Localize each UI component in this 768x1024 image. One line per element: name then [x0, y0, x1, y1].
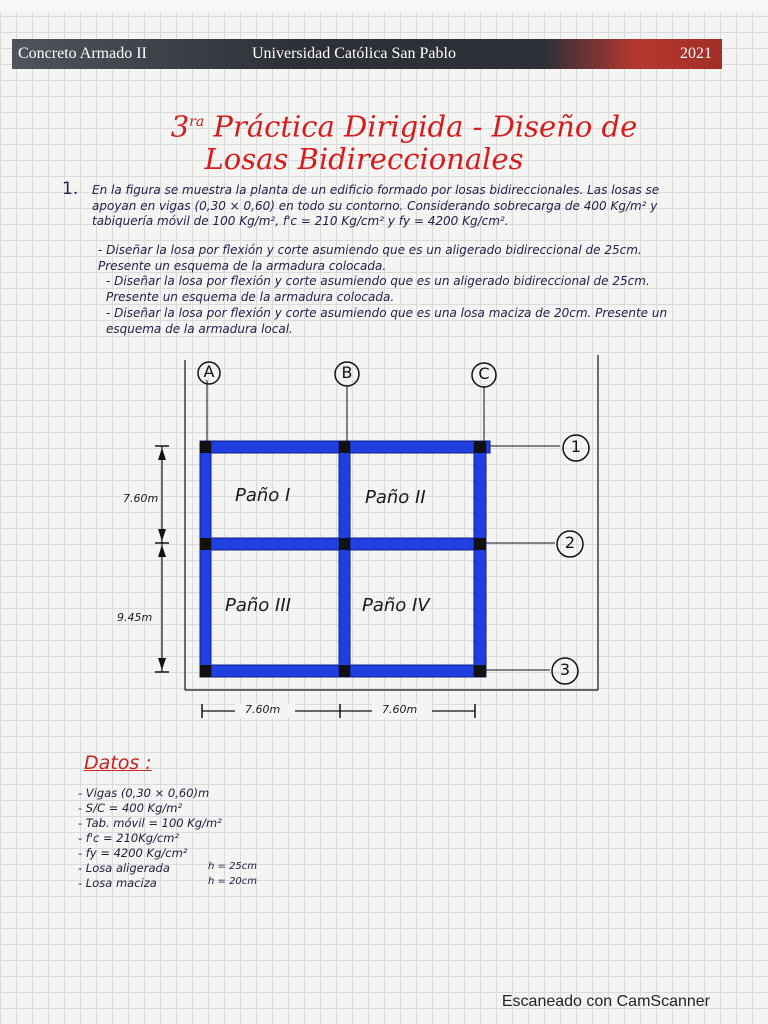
datos-row	[78, 861, 328, 876]
header-band	[12, 39, 722, 69]
page-title-line2: Losas Bidireccionales	[204, 142, 524, 176]
bullet-1: - Diseñar la losa por flexión y corte asumiendo que es un aligerado bidireccional de 25cm. Presente un esquema de la armadura colocada.	[98, 243, 642, 273]
datos-row	[78, 831, 328, 846]
axis-label-a: A	[203, 362, 215, 381]
problem-number: 1.	[62, 179, 79, 199]
column	[339, 538, 350, 550]
dim-arrow	[158, 529, 166, 541]
column	[200, 665, 211, 677]
column	[474, 665, 486, 677]
column	[339, 441, 350, 453]
beam-a	[200, 441, 211, 677]
column	[200, 538, 211, 550]
dim-arrow	[158, 448, 166, 460]
problem-statement: En la figura se muestra la planta de un edificio formado por losas bidireccionales. Las losas se apoyan en vigas (0,30 × 0,60) en todo su contorno. Considerando sobrecarga de 400 Kg/m² y tabiquería móvil de 100 Kg/m², f'c = 210 Kg/cm² y fy = 4200 Kg/cm².	[92, 183, 660, 228]
datos-key: - Losa maciza	[78, 876, 157, 890]
datos-key: - Tab. móvil = 100 Kg/m²	[78, 816, 222, 830]
datos-row	[78, 816, 328, 831]
title-sup: ra	[189, 114, 205, 130]
dim-label-v2: 9.45m	[117, 611, 153, 624]
dim-label-v1: 7.60m	[123, 492, 159, 505]
beam-b	[339, 441, 350, 677]
course-name: Concreto Armado II	[18, 45, 147, 62]
column	[474, 538, 486, 550]
dim-label-h2: 7.60m	[382, 703, 418, 716]
datos-row	[78, 876, 328, 891]
datos-value: h = 25cm	[208, 861, 258, 872]
dim-label-h1: 7.60m	[245, 703, 281, 716]
datos-row	[78, 801, 328, 816]
column	[339, 665, 350, 677]
panel-label-3: Paño III	[225, 595, 291, 616]
axis-label-1: 1	[570, 437, 582, 456]
datos-key: - Vigas (0,30 × 0,60)m	[78, 786, 210, 800]
datos-list	[78, 786, 328, 891]
university-name: Universidad Católica San Pablo	[252, 45, 456, 62]
panel-label-1: Paño I	[235, 485, 291, 506]
datos-key: - f'c = 210Kg/cm²	[78, 831, 180, 845]
title-number: 3	[170, 109, 190, 144]
panel-label-4: Paño IV	[362, 595, 430, 616]
datos-row	[78, 846, 328, 861]
top-strip	[0, 0, 768, 12]
axis-label-3: 3	[559, 660, 571, 679]
year: 2021	[680, 45, 712, 62]
page-title-line1	[20, 104, 768, 145]
floor-plan	[117, 350, 610, 730]
bullet-2: - Diseñar la losa por flexión y corte asumiendo que es un aligerado bidireccional de 25cm. Presente un esquema de la armadura colocada.	[106, 274, 650, 304]
axis-label-b: B	[341, 363, 353, 382]
scanner-footer: Escaneado con CamScanner	[501, 993, 710, 1010]
dim-arrow	[158, 658, 166, 670]
datos-key: - S/C = 400 Kg/m²	[78, 801, 183, 815]
title-rest: Práctica Dirigida - Diseño de	[204, 109, 638, 144]
dim-arrow	[158, 545, 166, 557]
panel-label-2: Paño II	[365, 487, 426, 508]
column	[200, 441, 211, 453]
datos-title: Datos :	[84, 752, 152, 774]
beam-c	[474, 441, 486, 677]
floor-plan-svg	[150, 350, 610, 730]
datos-value: h = 20cm	[208, 876, 258, 887]
axis-label-2: 2	[564, 533, 576, 552]
axis-label-c: C	[478, 364, 490, 383]
datos-key: - Losa aligerada	[78, 861, 170, 875]
bullet-3: - Diseñar la losa por flexión y corte asumiendo que es una losa maciza de 20cm. Presente un esquema de la armadura local.	[106, 306, 668, 336]
datos-row	[78, 786, 328, 801]
column	[474, 441, 486, 453]
datos-key: - fy = 4200 Kg/cm²	[78, 846, 188, 860]
